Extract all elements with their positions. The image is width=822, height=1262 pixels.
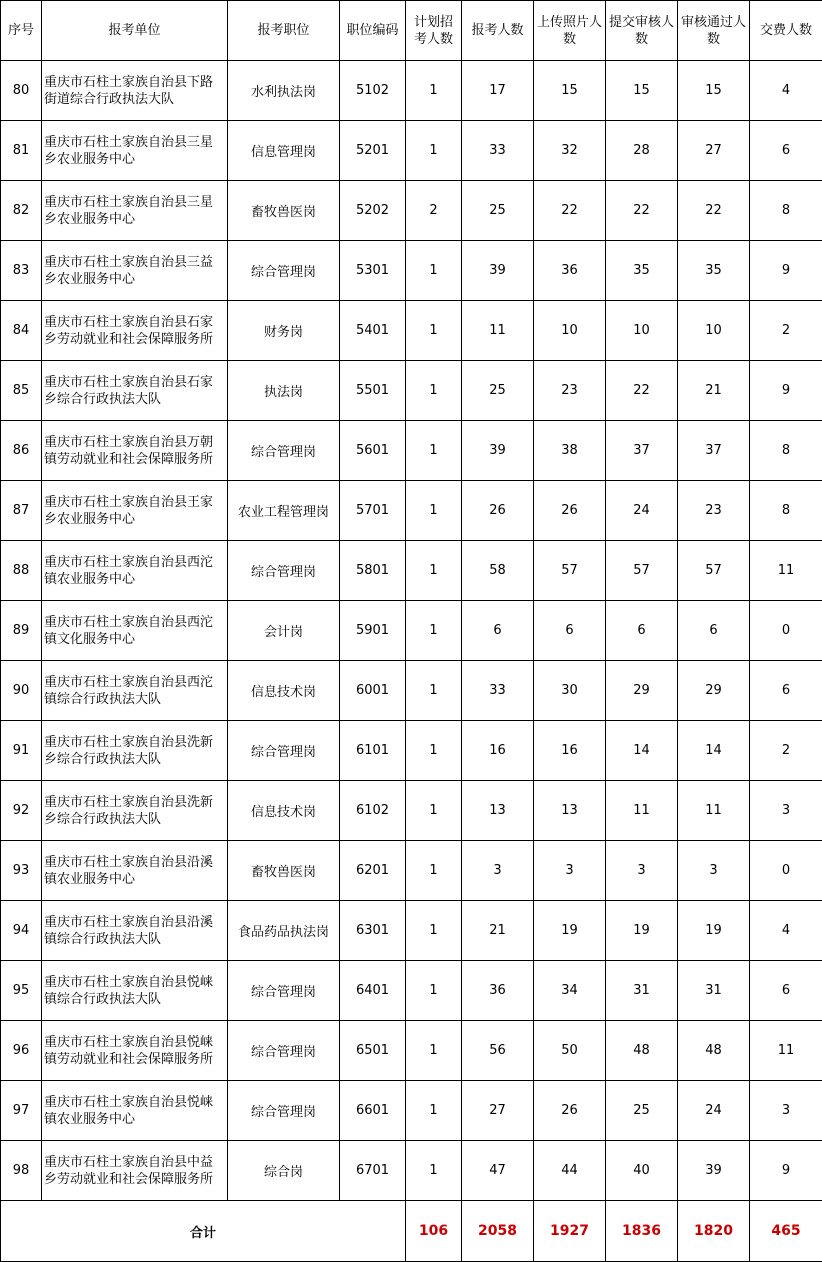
post-code-cell: 6101 bbox=[340, 721, 406, 781]
unit-cell: 重庆市石柱土家族自治县悦崃镇综合行政执法大队 bbox=[42, 961, 228, 1021]
paid-count-cell: 9 bbox=[750, 241, 822, 301]
paid-count-cell: 8 bbox=[750, 421, 822, 481]
planned-count-cell: 1 bbox=[406, 961, 462, 1021]
table-row bbox=[1, 1021, 822, 1081]
post-code-cell: 5301 bbox=[340, 241, 406, 301]
applied-count-cell: 33 bbox=[462, 661, 534, 721]
paid-count-cell: 6 bbox=[750, 661, 822, 721]
table-row bbox=[1, 781, 822, 841]
paid-count-cell: 3 bbox=[750, 781, 822, 841]
passed-count-cell: 48 bbox=[678, 1021, 750, 1081]
post-cell: 综合岗 bbox=[228, 1141, 340, 1201]
passed-count-cell: 29 bbox=[678, 661, 750, 721]
row-number-cell: 85 bbox=[1, 361, 42, 421]
unit-cell: 重庆市石柱土家族自治县三益乡农业服务中心 bbox=[42, 241, 228, 301]
post-code-cell: 6501 bbox=[340, 1021, 406, 1081]
header-row bbox=[1, 1, 822, 61]
post-code-cell: 6701 bbox=[340, 1141, 406, 1201]
photo-uploaded-cell: 22 bbox=[534, 181, 606, 241]
applied-count-cell: 27 bbox=[462, 1081, 534, 1141]
applied-count-cell: 25 bbox=[462, 181, 534, 241]
passed-count-cell: 57 bbox=[678, 541, 750, 601]
table-row bbox=[1, 481, 822, 541]
paid-count-cell: 8 bbox=[750, 181, 822, 241]
photo-uploaded-cell: 32 bbox=[534, 121, 606, 181]
submitted-count-cell: 37 bbox=[606, 421, 678, 481]
paid-count-cell: 11 bbox=[750, 1021, 822, 1081]
header-cell: 报考单位 bbox=[42, 1, 228, 61]
row-number-cell: 86 bbox=[1, 421, 42, 481]
table-row bbox=[1, 361, 822, 421]
photo-uploaded-cell: 15 bbox=[534, 61, 606, 121]
submitted-count-cell: 19 bbox=[606, 901, 678, 961]
photo-uploaded-cell: 34 bbox=[534, 961, 606, 1021]
row-number-cell: 88 bbox=[1, 541, 42, 601]
unit-cell: 重庆市石柱土家族自治县西沱镇综合行政执法大队 bbox=[42, 661, 228, 721]
paid-count-cell: 0 bbox=[750, 601, 822, 661]
applied-count-cell: 13 bbox=[462, 781, 534, 841]
table-row bbox=[1, 541, 822, 601]
planned-count-cell: 1 bbox=[406, 481, 462, 541]
photo-uploaded-cell: 57 bbox=[534, 541, 606, 601]
post-cell: 会计岗 bbox=[228, 601, 340, 661]
row-number-cell: 80 bbox=[1, 61, 42, 121]
photo-uploaded-cell: 26 bbox=[534, 1081, 606, 1141]
submitted-count-cell: 48 bbox=[606, 1021, 678, 1081]
submitted-count-cell: 22 bbox=[606, 181, 678, 241]
post-code-cell: 6102 bbox=[340, 781, 406, 841]
passed-count-cell: 6 bbox=[678, 601, 750, 661]
post-code-cell: 6001 bbox=[340, 661, 406, 721]
total-passed: 1820 bbox=[678, 1201, 750, 1262]
row-number-cell: 82 bbox=[1, 181, 42, 241]
table-row bbox=[1, 901, 822, 961]
header-cell: 报考职位 bbox=[228, 1, 340, 61]
planned-count-cell: 1 bbox=[406, 421, 462, 481]
passed-count-cell: 27 bbox=[678, 121, 750, 181]
header-cell: 交费人数 bbox=[750, 1, 822, 61]
total-submitted: 1836 bbox=[606, 1201, 678, 1262]
passed-count-cell: 14 bbox=[678, 721, 750, 781]
post-cell: 财务岗 bbox=[228, 301, 340, 361]
post-cell: 综合管理岗 bbox=[228, 1081, 340, 1141]
unit-cell: 重庆市石柱土家族自治县万朝镇劳动就业和社会保障服务所 bbox=[42, 421, 228, 481]
paid-count-cell: 6 bbox=[750, 961, 822, 1021]
submitted-count-cell: 57 bbox=[606, 541, 678, 601]
post-code-cell: 6401 bbox=[340, 961, 406, 1021]
applied-count-cell: 47 bbox=[462, 1141, 534, 1201]
post-cell: 信息技术岗 bbox=[228, 781, 340, 841]
row-number-cell: 97 bbox=[1, 1081, 42, 1141]
table-row bbox=[1, 301, 822, 361]
passed-count-cell: 21 bbox=[678, 361, 750, 421]
photo-uploaded-cell: 13 bbox=[534, 781, 606, 841]
applied-count-cell: 6 bbox=[462, 601, 534, 661]
post-code-cell: 6601 bbox=[340, 1081, 406, 1141]
photo-uploaded-cell: 23 bbox=[534, 361, 606, 421]
applied-count-cell: 33 bbox=[462, 121, 534, 181]
photo-uploaded-cell: 19 bbox=[534, 901, 606, 961]
post-cell: 信息管理岗 bbox=[228, 121, 340, 181]
header-cell: 职位编码 bbox=[340, 1, 406, 61]
planned-count-cell: 1 bbox=[406, 241, 462, 301]
passed-count-cell: 3 bbox=[678, 841, 750, 901]
row-number-cell: 90 bbox=[1, 661, 42, 721]
photo-uploaded-cell: 30 bbox=[534, 661, 606, 721]
post-code-cell: 5401 bbox=[340, 301, 406, 361]
submitted-count-cell: 31 bbox=[606, 961, 678, 1021]
applied-count-cell: 16 bbox=[462, 721, 534, 781]
row-number-cell: 93 bbox=[1, 841, 42, 901]
total-row bbox=[1, 1201, 822, 1262]
unit-cell: 重庆市石柱土家族自治县石家乡综合行政执法大队 bbox=[42, 361, 228, 421]
header-cell: 序号 bbox=[1, 1, 42, 61]
submitted-count-cell: 6 bbox=[606, 601, 678, 661]
header-cell: 报考人数 bbox=[462, 1, 534, 61]
applied-count-cell: 36 bbox=[462, 961, 534, 1021]
unit-cell: 重庆市石柱土家族自治县沿溪镇农业服务中心 bbox=[42, 841, 228, 901]
post-cell: 执法岗 bbox=[228, 361, 340, 421]
unit-cell: 重庆市石柱土家族自治县中益乡劳动就业和社会保障服务所 bbox=[42, 1141, 228, 1201]
unit-cell: 重庆市石柱土家族自治县王家乡农业服务中心 bbox=[42, 481, 228, 541]
unit-cell: 重庆市石柱土家族自治县三星乡农业服务中心 bbox=[42, 121, 228, 181]
applied-count-cell: 25 bbox=[462, 361, 534, 421]
planned-count-cell: 1 bbox=[406, 781, 462, 841]
passed-count-cell: 39 bbox=[678, 1141, 750, 1201]
header-cell: 计划招考人数 bbox=[406, 1, 462, 61]
table-row bbox=[1, 241, 822, 301]
planned-count-cell: 1 bbox=[406, 61, 462, 121]
submitted-count-cell: 28 bbox=[606, 121, 678, 181]
post-cell: 畜牧兽医岗 bbox=[228, 841, 340, 901]
planned-count-cell: 2 bbox=[406, 181, 462, 241]
paid-count-cell: 6 bbox=[750, 121, 822, 181]
post-cell: 综合管理岗 bbox=[228, 1021, 340, 1081]
post-cell: 信息技术岗 bbox=[228, 661, 340, 721]
applied-count-cell: 26 bbox=[462, 481, 534, 541]
submitted-count-cell: 14 bbox=[606, 721, 678, 781]
table-row bbox=[1, 841, 822, 901]
passed-count-cell: 35 bbox=[678, 241, 750, 301]
unit-cell: 重庆市石柱土家族自治县西沱镇文化服务中心 bbox=[42, 601, 228, 661]
passed-count-cell: 37 bbox=[678, 421, 750, 481]
paid-count-cell: 3 bbox=[750, 1081, 822, 1141]
post-code-cell: 5601 bbox=[340, 421, 406, 481]
row-number-cell: 83 bbox=[1, 241, 42, 301]
total-plan: 106 bbox=[406, 1201, 462, 1262]
post-code-cell: 5202 bbox=[340, 181, 406, 241]
planned-count-cell: 1 bbox=[406, 121, 462, 181]
table-row bbox=[1, 601, 822, 661]
row-number-cell: 89 bbox=[1, 601, 42, 661]
passed-count-cell: 19 bbox=[678, 901, 750, 961]
planned-count-cell: 1 bbox=[406, 841, 462, 901]
post-code-cell: 5201 bbox=[340, 121, 406, 181]
table-body bbox=[1, 61, 822, 1201]
photo-uploaded-cell: 6 bbox=[534, 601, 606, 661]
unit-cell: 重庆市石柱土家族自治县沿溪镇综合行政执法大队 bbox=[42, 901, 228, 961]
planned-count-cell: 1 bbox=[406, 301, 462, 361]
post-code-cell: 5501 bbox=[340, 361, 406, 421]
paid-count-cell: 9 bbox=[750, 1141, 822, 1201]
post-code-cell: 6201 bbox=[340, 841, 406, 901]
passed-count-cell: 23 bbox=[678, 481, 750, 541]
post-cell: 综合管理岗 bbox=[228, 541, 340, 601]
photo-uploaded-cell: 10 bbox=[534, 301, 606, 361]
applied-count-cell: 17 bbox=[462, 61, 534, 121]
applied-count-cell: 3 bbox=[462, 841, 534, 901]
unit-cell: 重庆市石柱土家族自治县悦崃镇农业服务中心 bbox=[42, 1081, 228, 1141]
post-cell: 畜牧兽医岗 bbox=[228, 181, 340, 241]
paid-count-cell: 8 bbox=[750, 481, 822, 541]
planned-count-cell: 1 bbox=[406, 721, 462, 781]
planned-count-cell: 1 bbox=[406, 541, 462, 601]
applied-count-cell: 58 bbox=[462, 541, 534, 601]
paid-count-cell: 0 bbox=[750, 841, 822, 901]
row-number-cell: 84 bbox=[1, 301, 42, 361]
row-number-cell: 96 bbox=[1, 1021, 42, 1081]
passed-count-cell: 31 bbox=[678, 961, 750, 1021]
header-cell: 提交审核人数 bbox=[606, 1, 678, 61]
table-row bbox=[1, 421, 822, 481]
total-label: 合计 bbox=[1, 1201, 406, 1262]
photo-uploaded-cell: 38 bbox=[534, 421, 606, 481]
passed-count-cell: 15 bbox=[678, 61, 750, 121]
unit-cell: 重庆市石柱土家族自治县悦崃镇劳动就业和社会保障服务所 bbox=[42, 1021, 228, 1081]
row-number-cell: 94 bbox=[1, 901, 42, 961]
unit-cell: 重庆市石柱土家族自治县洗新乡综合行政执法大队 bbox=[42, 721, 228, 781]
planned-count-cell: 1 bbox=[406, 901, 462, 961]
planned-count-cell: 1 bbox=[406, 661, 462, 721]
planned-count-cell: 1 bbox=[406, 1081, 462, 1141]
row-number-cell: 81 bbox=[1, 121, 42, 181]
post-code-cell: 5102 bbox=[340, 61, 406, 121]
photo-uploaded-cell: 44 bbox=[534, 1141, 606, 1201]
post-code-cell: 5901 bbox=[340, 601, 406, 661]
post-cell: 农业工程管理岗 bbox=[228, 481, 340, 541]
table-row bbox=[1, 721, 822, 781]
unit-cell: 重庆市石柱土家族自治县三星乡农业服务中心 bbox=[42, 181, 228, 241]
row-number-cell: 91 bbox=[1, 721, 42, 781]
table-row bbox=[1, 961, 822, 1021]
applied-count-cell: 11 bbox=[462, 301, 534, 361]
paid-count-cell: 2 bbox=[750, 301, 822, 361]
post-code-cell: 6301 bbox=[340, 901, 406, 961]
table-row bbox=[1, 181, 822, 241]
photo-uploaded-cell: 3 bbox=[534, 841, 606, 901]
photo-uploaded-cell: 16 bbox=[534, 721, 606, 781]
submitted-count-cell: 25 bbox=[606, 1081, 678, 1141]
post-cell: 综合管理岗 bbox=[228, 241, 340, 301]
table-row bbox=[1, 1081, 822, 1141]
passed-count-cell: 22 bbox=[678, 181, 750, 241]
unit-cell: 重庆市石柱土家族自治县石家乡劳动就业和社会保障服务所 bbox=[42, 301, 228, 361]
paid-count-cell: 11 bbox=[750, 541, 822, 601]
row-number-cell: 87 bbox=[1, 481, 42, 541]
applied-count-cell: 39 bbox=[462, 241, 534, 301]
passed-count-cell: 10 bbox=[678, 301, 750, 361]
submitted-count-cell: 22 bbox=[606, 361, 678, 421]
submitted-count-cell: 10 bbox=[606, 301, 678, 361]
table-row bbox=[1, 121, 822, 181]
submitted-count-cell: 29 bbox=[606, 661, 678, 721]
post-cell: 综合管理岗 bbox=[228, 421, 340, 481]
post-code-cell: 5701 bbox=[340, 481, 406, 541]
table-row bbox=[1, 61, 822, 121]
header-cell: 审核通过人数 bbox=[678, 1, 750, 61]
post-cell: 综合管理岗 bbox=[228, 961, 340, 1021]
header-cell: 上传照片人数 bbox=[534, 1, 606, 61]
paid-count-cell: 9 bbox=[750, 361, 822, 421]
submitted-count-cell: 40 bbox=[606, 1141, 678, 1201]
submitted-count-cell: 15 bbox=[606, 61, 678, 121]
total-paid: 465 bbox=[750, 1201, 822, 1262]
applied-count-cell: 56 bbox=[462, 1021, 534, 1081]
applied-count-cell: 21 bbox=[462, 901, 534, 961]
planned-count-cell: 1 bbox=[406, 361, 462, 421]
unit-cell: 重庆市石柱土家族自治县洗新乡综合行政执法大队 bbox=[42, 781, 228, 841]
row-number-cell: 98 bbox=[1, 1141, 42, 1201]
unit-cell: 重庆市石柱土家族自治县西沱镇农业服务中心 bbox=[42, 541, 228, 601]
photo-uploaded-cell: 50 bbox=[534, 1021, 606, 1081]
applied-count-cell: 39 bbox=[462, 421, 534, 481]
post-cell: 水利执法岗 bbox=[228, 61, 340, 121]
paid-count-cell: 2 bbox=[750, 721, 822, 781]
unit-cell: 重庆市石柱土家族自治县下路街道综合行政执法大队 bbox=[42, 61, 228, 121]
submitted-count-cell: 11 bbox=[606, 781, 678, 841]
table-row bbox=[1, 661, 822, 721]
photo-uploaded-cell: 26 bbox=[534, 481, 606, 541]
planned-count-cell: 1 bbox=[406, 1021, 462, 1081]
submitted-count-cell: 24 bbox=[606, 481, 678, 541]
total-photo: 1927 bbox=[534, 1201, 606, 1262]
submitted-count-cell: 3 bbox=[606, 841, 678, 901]
post-cell: 食品药品执法岗 bbox=[228, 901, 340, 961]
total-applied: 2058 bbox=[462, 1201, 534, 1262]
planned-count-cell: 1 bbox=[406, 1141, 462, 1201]
passed-count-cell: 11 bbox=[678, 781, 750, 841]
photo-uploaded-cell: 36 bbox=[534, 241, 606, 301]
paid-count-cell: 4 bbox=[750, 901, 822, 961]
passed-count-cell: 24 bbox=[678, 1081, 750, 1141]
post-cell: 综合管理岗 bbox=[228, 721, 340, 781]
row-number-cell: 95 bbox=[1, 961, 42, 1021]
paid-count-cell: 4 bbox=[750, 61, 822, 121]
submitted-count-cell: 35 bbox=[606, 241, 678, 301]
planned-count-cell: 1 bbox=[406, 601, 462, 661]
row-number-cell: 92 bbox=[1, 781, 42, 841]
post-code-cell: 5801 bbox=[340, 541, 406, 601]
table-row bbox=[1, 1141, 822, 1201]
